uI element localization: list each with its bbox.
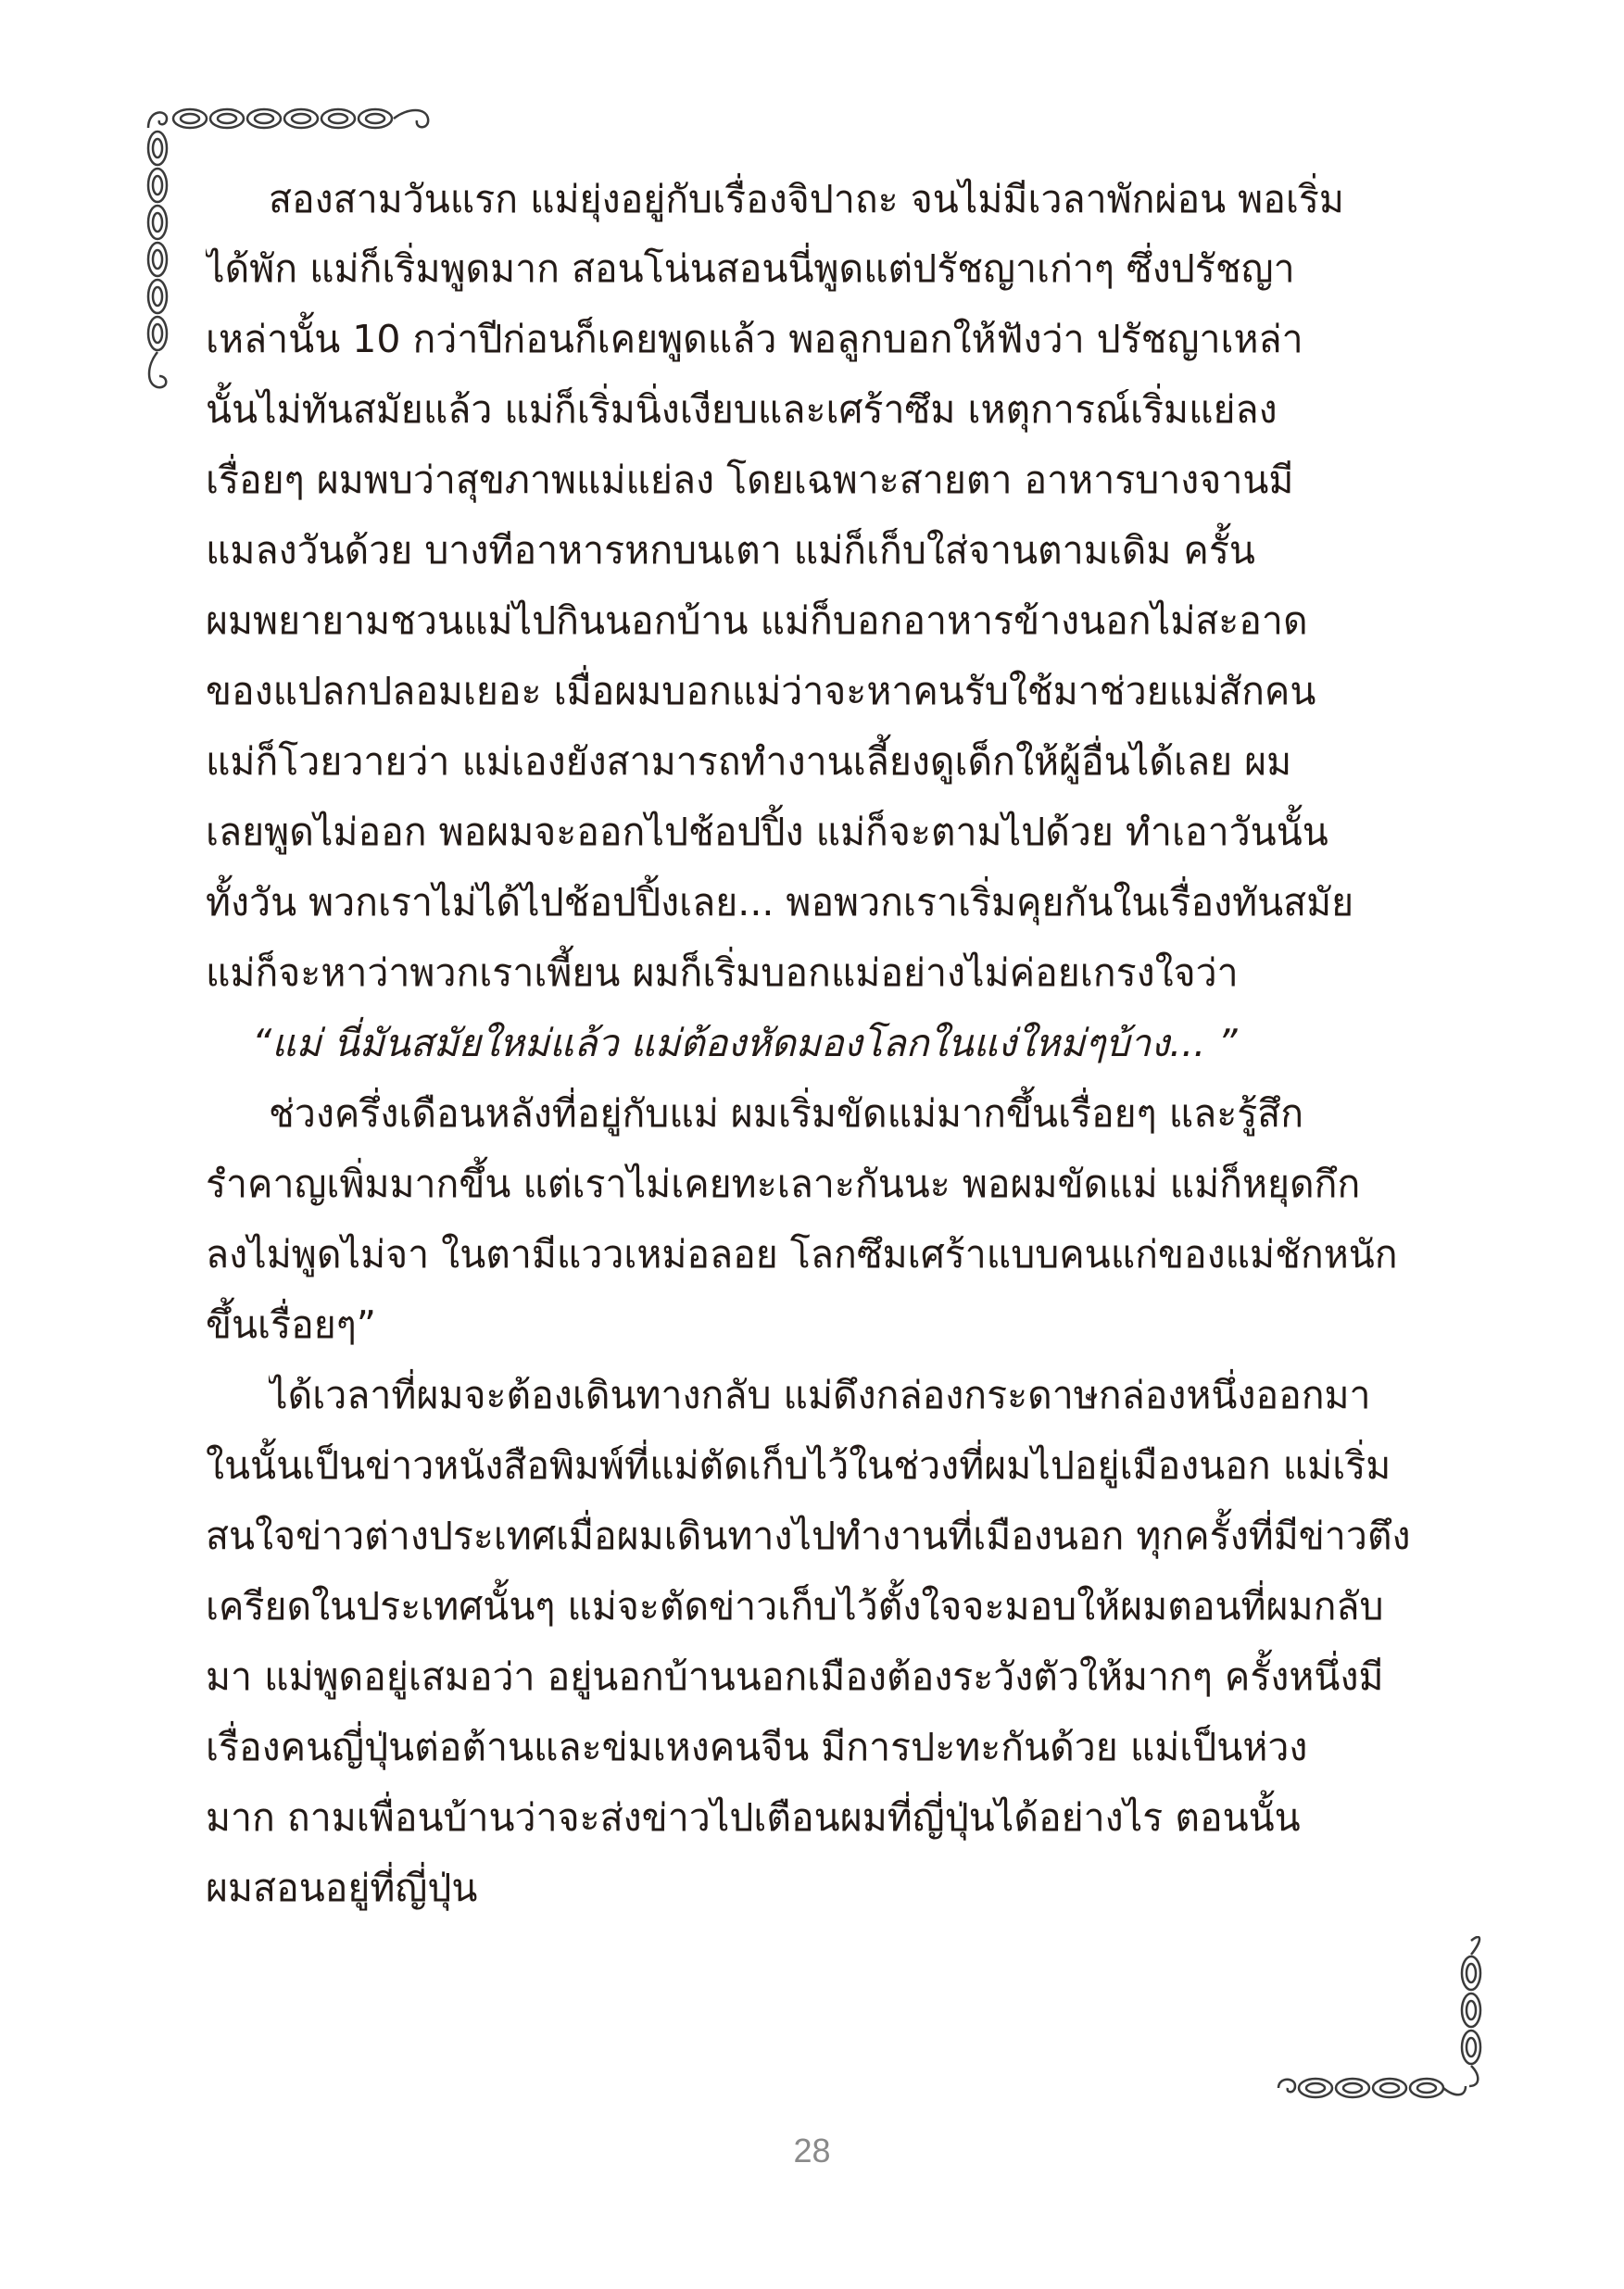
- text-line: ได้เวลาที่ผมจะต้องเดินทางกลับ แม่ดึงกล่องกระดาษกล่องหนึ่งออกมา: [269, 1373, 1371, 1417]
- text-line: ลงไม่พูดไม่จา ในตามีแววเหม่อลอย โลกซึมเศร้าแบบคนแก่ของแม่ชักหนัก: [206, 1232, 1398, 1277]
- text-line: ได้พัก แม่ก็เริ่มพูดมาก สอนโน่นสอนนี่พูดแต่ปรัชญาเก่าๆ ซึ่งปรัชญา: [206, 246, 1295, 291]
- text-line: เรื่อยๆ ผมพบว่าสุขภาพแม่แย่ลง โดยเฉพาะสายตา อาหารบางจานมี: [206, 458, 1294, 502]
- text-line: รำคาญเพิ่มมากขึ้น แต่เราไม่เคยทะเลาะกันนะ พอผมขัดแม่ แม่ก็หยุดกึก: [206, 1162, 1361, 1206]
- text-line: แม่ก็จะหาว่าพวกเราเพี้ยน ผมก็เริ่มบอกแม่อย่างไม่ค่อยเกรงใจว่า: [206, 950, 1239, 995]
- text-line: ทั้งวัน พวกเราไม่ได้ไปช้อปปิ้งเลย... พอพวกเราเริ่มคุยกันในเรื่องทันสมัย: [206, 880, 1354, 924]
- text-line: ผมพยายามชวนแม่ไปกินนอกบ้าน แม่ก็บอกอาหารข้างนอกไม่สะอาด: [206, 598, 1308, 643]
- text-line: ในนั้นเป็นข่าวหนังสือพิมพ์ที่แม่ตัดเก็บไว้ในช่วงที่ผมไปอยู่เมืองนอก แม่เริ่ม: [206, 1443, 1391, 1488]
- text-line: ช่วงครึ่งเดือนหลังที่อยู่กับแม่ ผมเริ่มขัดแม่มากขึ้นเรื่อยๆ และรู้สึก: [269, 1091, 1304, 1136]
- text-line: นั้นไม่ทันสมัยแล้ว แม่ก็เริ่มนิ่งเงียบและเศร้าซึม เหตุการณ์เริ่มแย่ลง: [206, 387, 1278, 432]
- text-line: แมลงวันด้วย บางทีอาหารหกบนเตา แม่ก็เก็บใส่จานตามเดิม ครั้น: [206, 528, 1255, 572]
- text-line: สนใจข่าวต่างประเทศเมื่อผมเดินทางไปทำงานที่เมืองนอก ทุกครั้งที่มีข่าวตึง: [206, 1514, 1411, 1558]
- text-line: เครียดในประเทศนั้นๆ แม่จะตัดข่าวเก็บไว้ตั้งใจจะมอบให้ผมตอนที่ผมกลับ: [206, 1584, 1384, 1629]
- text-line: มาก ถามเพื่อนบ้านว่าจะส่งข่าวไปเตือนผมที่ญี่ปุ่นได้อย่างไร ตอนนั้น: [206, 1795, 1301, 1840]
- page-number: 28: [793, 2132, 831, 2170]
- text-line: เหล่านั้น 10 กว่าปีก่อนก็เคยพูดแล้ว พอลูกบอกให้ฟังว่า ปรัชญาเหล่า: [206, 317, 1303, 361]
- text-line: ของแปลกปลอมเยอะ เมื่อผมบอกแม่ว่าจะหาคนรับใช้มาช่วยแม่สักคน: [206, 669, 1316, 713]
- text-line: เลยพูดไม่ออก พอผมจะออกไปช้อปปิ้ง แม่ก็จะตามไปด้วย ทำเอาวันนั้น: [206, 810, 1328, 854]
- text-line: มา แม่พูดอยู่เสมอว่า อยู่นอกบ้านนอกเมืองต้องระวังตัวให้มากๆ ครั้งหนึ่งมี: [206, 1654, 1384, 1699]
- text-line: แม่ก็โวยวายว่า แม่เองยังสามารถทำงานเลี้ยงดูเด็กให้ผู้อื่นได้เลย ผม: [206, 739, 1292, 784]
- quote-line: “แม่ นี่มันสมัยใหม่แล้ว แม่ต้องหัดมองโลกในแง่ใหม่ๆบ้าง... ”: [252, 1021, 1238, 1065]
- text-line: ขึ้นเรื่อยๆ”: [206, 1302, 376, 1347]
- text-line: สองสามวันแรก แม่ยุ่งอยู่กับเรื่องจิปาถะ จนไม่มีเวลาพักผ่อน พอเริ่ม: [269, 177, 1344, 221]
- text-line: ผมสอนอยู่ที่ญี่ปุ่น: [206, 1866, 478, 1910]
- text-line: เรื่องคนญี่ปุ่นต่อต้านและข่มเหงคนจีน มีการปะทะกันด้วย แม่เป็นห่วง: [206, 1725, 1308, 1769]
